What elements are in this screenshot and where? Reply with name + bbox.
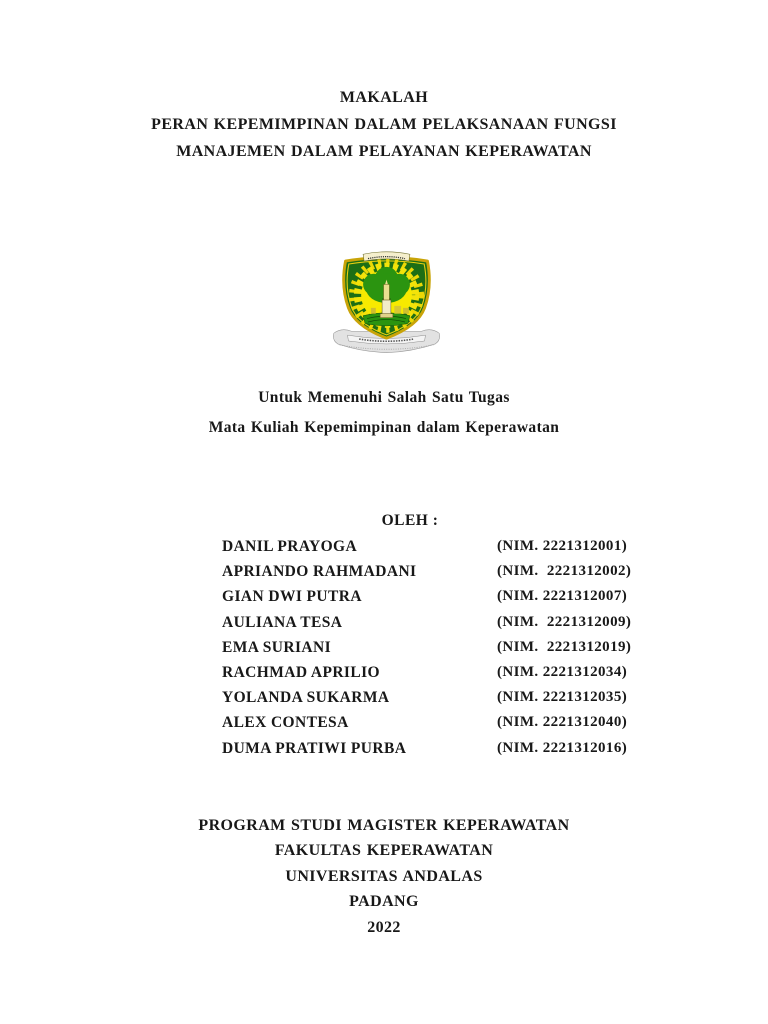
document-type-title: MAKALAH [339, 89, 429, 106]
universitas-andalas-emblem-icon [328, 249, 445, 355]
institution-block [0, 813, 768, 940]
paper-title-line-2: MANAJEMEN DALAM PELAYANAN KEPERAWATAN [176, 143, 592, 160]
faculty: FAKULTAS KEPERAWATAN [274, 842, 494, 860]
author-nim: (NIM. 2221312040) [497, 714, 628, 731]
author-row [222, 538, 634, 563]
author-nim: (NIM. 2221312019) [497, 638, 632, 655]
author-name: YOLANDA SUKARMA [222, 689, 390, 707]
title-block [0, 84, 768, 165]
city: PADANG [349, 893, 419, 911]
author-name: APRIANDO RAHMADANI [222, 563, 417, 581]
author-name: GIAN DWI PUTRA [222, 588, 362, 606]
author-name: DUMA PRATIWI PURBA [222, 739, 407, 757]
author-row [222, 588, 634, 613]
paper-title-line-1: PERAN KEPEMIMPINAN DALAM PELAKSANAAN FUNGSI [151, 116, 617, 133]
author-nim: (NIM. 2221312007) [497, 588, 628, 605]
author-name: EMA SURIANI [222, 638, 332, 656]
university: UNIVERSITAS ANDALAS [285, 867, 483, 885]
author-row [222, 563, 634, 588]
author-name: RACHMAD APRILIO [222, 663, 380, 681]
author-row [222, 664, 634, 689]
authors-list [222, 538, 634, 765]
author-nim: (NIM. 2221312035) [497, 689, 628, 706]
author-name: DANIL PRAYOGA [222, 538, 358, 555]
author-row [222, 740, 634, 765]
purpose-line-2: Mata Kuliah Kepemimpinan dalam Keperawatan [208, 418, 560, 436]
author-name: AULIANA TESA [222, 613, 343, 631]
author-row [222, 614, 634, 639]
program-study: PROGRAM STUDI MAGISTER KEPERAWATAN [198, 817, 570, 834]
author-nim: (NIM. 2221312016) [497, 739, 628, 756]
author-nim: (NIM. 2221312002) [497, 563, 632, 580]
author-nim: (NIM. 2221312009) [497, 613, 632, 630]
author-row [222, 639, 634, 664]
author-nim: (NIM. 2221312034) [497, 663, 628, 680]
byline-label: OLEH : [381, 512, 439, 529]
author-row [222, 689, 634, 714]
university-logo [328, 249, 445, 355]
purpose-line-1: Untuk Memenuhi Salah Satu Tugas [258, 389, 510, 406]
author-row [222, 714, 634, 739]
year: 2022 [367, 918, 401, 936]
author-name: ALEX CONTESA [222, 714, 349, 732]
author-nim: (NIM. 2221312001) [497, 538, 628, 554]
purpose-block [0, 383, 768, 442]
